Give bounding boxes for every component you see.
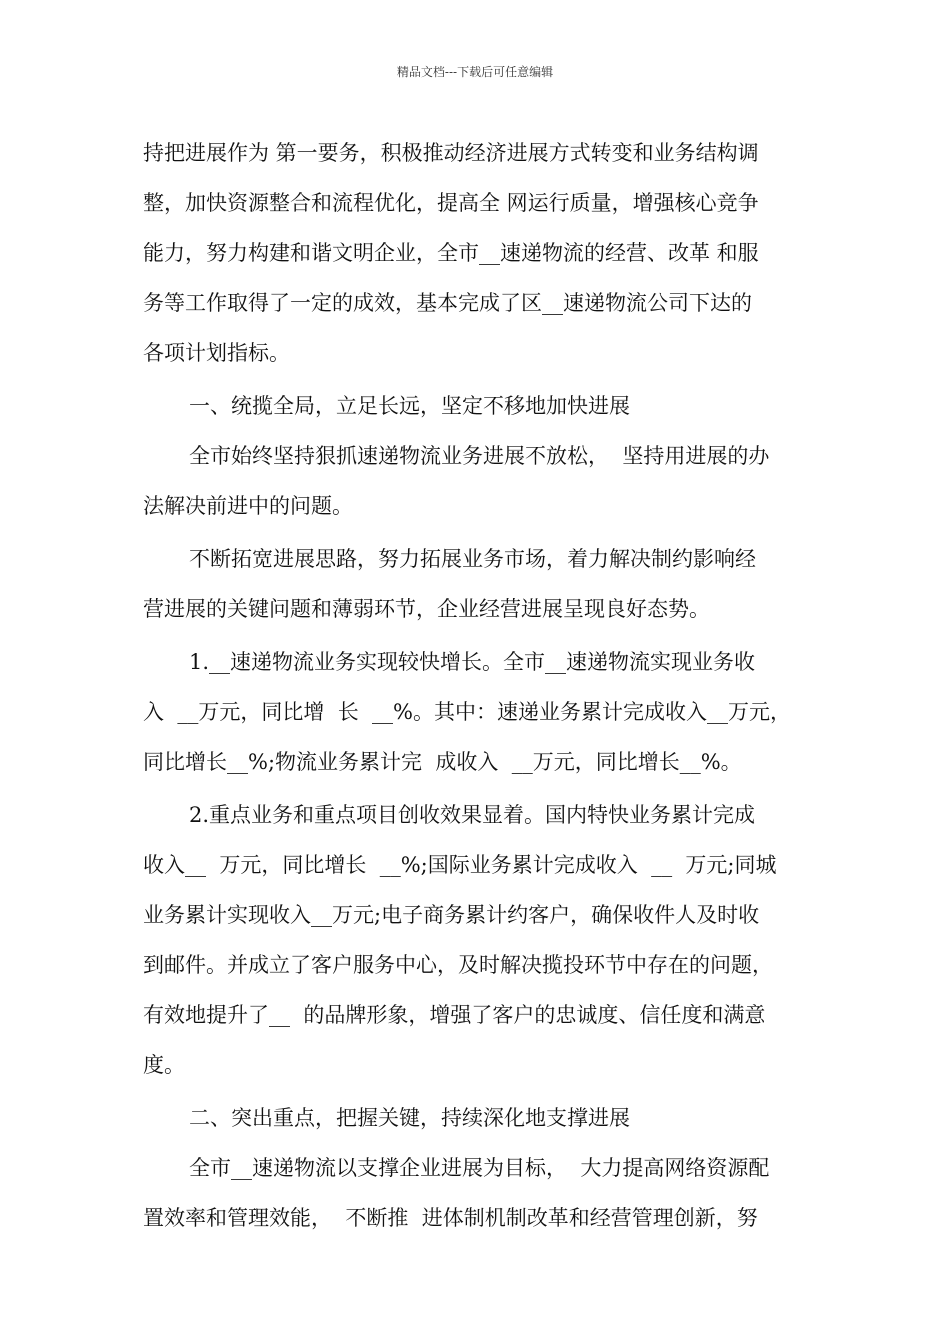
body-line: 收入__ 万元，同比增长 __%;国际业务累计完成收入 __ 万元;同城: [143, 853, 777, 877]
list-item-1: 1.__速递物流业务实现较快增长。全市__速递物流实现业务收: [189, 650, 756, 674]
document-body: [143, 128, 813, 1243]
body-line: 各项计划指标。: [143, 341, 290, 365]
body-line: 法解决前进中的问题。: [143, 494, 353, 518]
body-line: 全市__速递物流以支撑企业进展为目标， 大力提高网络资源配: [189, 1156, 770, 1180]
body-line: 营进展的关键问题和薄弱环节，企业经营进展呈现良好态势。: [143, 597, 710, 621]
body-line: 到邮件。并成立了客户服务中心，及时解决揽投环节中存在的问题，: [143, 953, 773, 977]
body-line: 持把进展作为 第一要务，积极推动经济进展方式转变和业务结构调: [143, 141, 759, 165]
body-line: 度。: [143, 1053, 185, 1077]
body-line: 有效地提升了__ 的品牌形象，增强了客户的忠诚度、信任度和满意: [143, 1003, 766, 1027]
body-line: 同比增长__%;物流业务累计完 成收入 __万元，同比增长__%。: [143, 750, 742, 774]
body-line: 能力，努力构建和谐文明企业，全市__速递物流的经营、改革 和服: [143, 241, 759, 265]
section-heading-2: 二、突出重点，把握关键，持续深化地支撑进展: [189, 1106, 630, 1130]
body-line: 业务累计实现收入__万元;电子商务累计约客户，确保收件人及时收: [143, 903, 760, 927]
page-header: 精品文档---下载后可任意编辑: [396, 65, 554, 79]
body-line: 整，加快资源整合和流程优化，提高全 网运行质量，增强核心竞争: [143, 191, 759, 215]
section-heading-1: 一、统揽全局，立足长远，坚定不移地加快进展: [189, 394, 630, 418]
body-line: 全市始终坚持狠抓速递物流业务进展不放松， 坚持用进展的办: [189, 444, 770, 468]
body-line: 入 __万元，同比增 长 __%。其中：速递业务累计完成收入__万元，: [143, 700, 792, 724]
list-item-2: 2.重点业务和重点项目创收效果显着。国内特快业务累计完成: [189, 803, 756, 827]
body-line: 不断拓宽进展思路，努力拓展业务市场，着力解决制约影响经: [189, 547, 756, 571]
body-line: 务等工作取得了一定的成效，基本完成了区__速递物流公司下达的: [143, 291, 752, 315]
body-line: 置效率和管理效能， 不断推 进体制机制改革和经营管理创新，努: [143, 1206, 758, 1230]
